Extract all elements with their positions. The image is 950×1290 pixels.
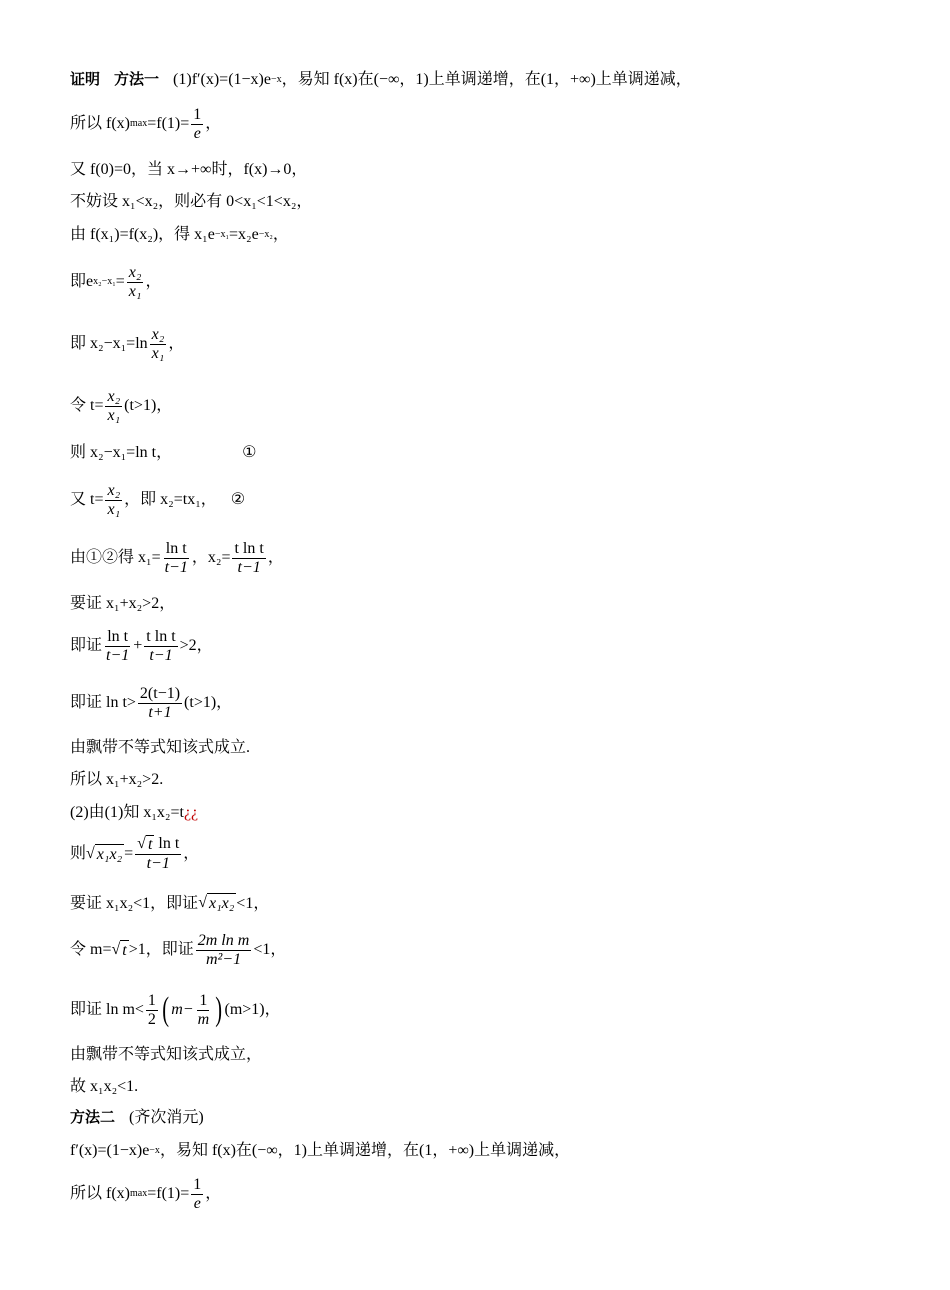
proof-line-7: 即 x₂−x₁=ln $\frac{\text{x₂}}{\text{x₁}}$ ，: [70, 325, 185, 362]
sqrt-expr: √ x₁x₂: [86, 844, 123, 863]
fraction: $\frac{\text{t ln t}}{t-1}$: [146, 627, 176, 664]
proof-line-11: 由①②得 x₁= $\frac{\text{ln t}}{t-1}$ ，x₂= $\frac{\text{t ln t}}{t-1}$ ，: [70, 539, 284, 576]
proof-line-4: 不妨设 x₁<x₂，则必有 0<x₁<1<x₂，: [70, 193, 313, 210]
proof-line-15: 由飘带不等式知该式成立.: [70, 739, 251, 756]
proof-line-9: 则 x₂−x₁=ln t， ①: [70, 444, 257, 461]
fraction: √ t ln t t−1: [137, 835, 180, 872]
method-two-heading: 方法二: [70, 1109, 116, 1126]
proof-line-8: 令 t= $\frac{\text{x₂}}{\text{x₁}}$ (t>1)，: [70, 387, 173, 424]
proof-line-19: 要证 x₁x₂<1，即证 √ x₁x₂ <1，: [70, 894, 270, 912]
proof-line-6: 即e x₂−x₁ = $\frac{\text{x₂}}{\text{x₁}}$ ，: [70, 263, 162, 300]
fraction: $\frac{\text{x₂}}{\text{x₁}}$: [128, 263, 142, 300]
proof-line-22: 由飘带不等式知该式成立，: [70, 1046, 263, 1063]
proof-heading: 证明: [70, 71, 101, 88]
proof-line-2: 所以 f(x) max =f(1)= $\frac{1}{e}$ ，: [70, 105, 222, 142]
proof-line-25: f′(x)=(1−x)e −x ，易知 f(x)在(−∞，1)上单调递增，在(1，+∞)上单调递减，: [70, 1142, 571, 1159]
proof-line-18: 则 √ x₁x₂ = √ t ln t t−1 ，: [70, 835, 200, 872]
fraction: $\frac{\text{2m ln m}}{\text{m²−1}}$: [197, 931, 250, 968]
proof-line-3: 又 f(0)=0，当 x→+∞时，f(x)→0，: [70, 161, 308, 178]
sqrt-expr: √ x₁x₂: [198, 894, 235, 912]
monotonicity-text: ，易知 f(x)在(−∞，1)上单调递增，在(1，+∞)上单调递减，: [281, 71, 692, 88]
fraction: $\frac{2(t-1)}{t+1}$: [139, 684, 181, 721]
fraction: $\frac{1}{m}$: [197, 991, 210, 1028]
fraction: $\frac{\text{t ln t}}{t-1}$: [234, 539, 264, 576]
proof-line-14: 即证 ln t> $\frac{2(t-1)}{t+1}$ (t>1)，: [70, 684, 233, 721]
fraction: $\frac{1}{e}$: [193, 1175, 202, 1212]
sqrt-expr: √ t: [111, 940, 127, 959]
proof-line-16: 所以 x₁+x₂>2.: [70, 771, 164, 788]
proof-line-17: (2)由(1)知 x₁x₂=t ¿¿: [70, 804, 199, 821]
fraction: $\frac{\text{x₂}}{\text{x₁}}$: [107, 387, 121, 424]
proof-line-10: 又 t= $\frac{\text{x₂}}{\text{x₁}}$ ，即 x₂=tx₁， ②: [70, 481, 246, 518]
proof-line-24: [70, 1108, 204, 1128]
garbled-chars: ¿¿: [183, 804, 199, 821]
proof-line-21: 即证 ln m< $\frac{1}{2}$ ( m− $\frac{1}{m}$ ) (m>1)，: [70, 991, 281, 1028]
method-one-heading: 方法一: [114, 71, 160, 88]
fraction: $\frac{1}{2}$: [147, 991, 156, 1028]
proof-line-12: 要证 x₁+x₂>2，: [70, 595, 176, 612]
proof-line-5: 由 f(x₁)=f(x₂)，得 x₁e −x₁ =x₂e −x₂ ，: [70, 226, 289, 243]
proof-line-20: 令 m= √ t >1，即证 $\frac{\text{2m ln m}}{\text{m²−1}}$ <1，: [70, 931, 287, 968]
proof-line-13: 即证 $\frac{\text{ln t}}{t-1}$ + $\frac{\text{t ln t}}{t-1}$ >2，: [70, 627, 213, 664]
fraction: $\frac{1}{e}$: [193, 105, 202, 142]
method-two-note: (齐次消元): [129, 1109, 204, 1126]
fraction: $\frac{\text{x₂}}{\text{x₁}}$: [151, 325, 165, 362]
proof-line-23: 故 x₁x₂<1.: [70, 1078, 139, 1095]
fraction: $\frac{\text{x₂}}{\text{x₁}}$: [107, 481, 121, 518]
derivative-expr: (1)f′(x)=(1−x)e: [173, 71, 271, 88]
proof-line-1: 证明 方法一 (1)f′(x)=(1−x)e −x ，易知 f(x)在(−∞，1)上单调递增，在(1，+∞)上单调递减，: [70, 71, 692, 88]
proof-line-26: 所以 f(x) max =f(1)= $\frac{1}{e}$ ，: [70, 1175, 222, 1212]
fraction: $\frac{\text{ln t}}{t-1}$: [164, 539, 188, 576]
fraction: $\frac{\text{ln t}}{t-1}$: [106, 627, 130, 664]
circled-mark-2: ②: [230, 491, 246, 508]
circled-mark-1: ①: [242, 444, 257, 461]
